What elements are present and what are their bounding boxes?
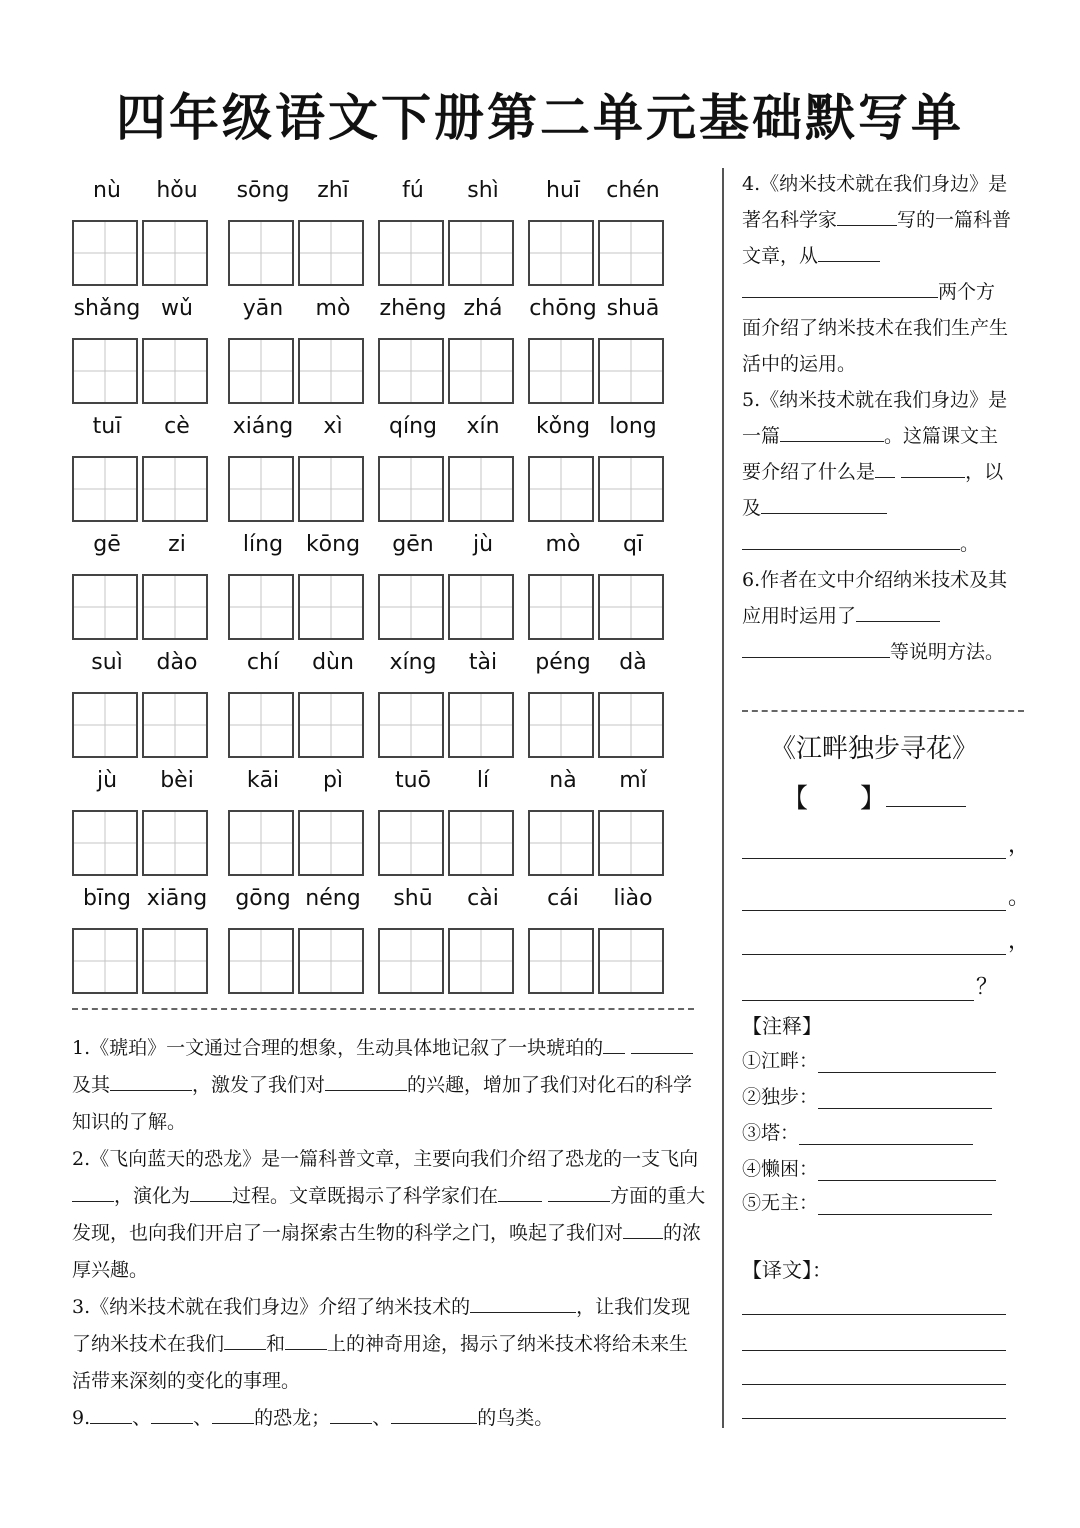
writing-box[interactable] (378, 810, 444, 876)
writing-box[interactable] (448, 574, 514, 640)
note-item (742, 1082, 992, 1110)
poem-title: 《江畔独步寻花》 (769, 734, 978, 764)
writing-box[interactable] (142, 338, 208, 404)
writing-box[interactable] (298, 692, 364, 758)
writing-box[interactable] (598, 220, 664, 286)
answer-blank[interactable] (72, 1179, 114, 1202)
pinyin-row (72, 768, 672, 878)
question-5 (742, 382, 1012, 562)
writing-box[interactable] (378, 456, 444, 522)
poem-punct: ， (1008, 833, 1031, 858)
writing-box[interactable] (142, 692, 208, 758)
translation-header: 【译文】： (742, 1258, 832, 1282)
q6-text-b: 等说明方法。 (890, 641, 1005, 663)
writing-box[interactable] (378, 928, 444, 994)
pinyin-syllable: dà (619, 650, 647, 675)
page-title: 四年级语文下册第二单元基础默写单 (116, 89, 964, 147)
answer-blank[interactable] (470, 1290, 576, 1313)
q1-text-a: 1.《琥珀》一文通过合理的想象，生动具体地记叙了一块琥珀的 (72, 1037, 604, 1059)
pinyin-syllable: kāi (246, 768, 280, 793)
pinyin-syllable: zhēng (379, 296, 447, 321)
pinyin-syllable: xíng (389, 650, 437, 675)
writing-box[interactable] (72, 220, 138, 286)
writing-box[interactable] (72, 456, 138, 522)
q1-text-d: 的兴趣，增加了我们对化石的科学知识的了解。 (72, 1074, 693, 1133)
q5-text-b: 。这篇课文主要介绍了什么是 (742, 425, 999, 483)
writing-box[interactable] (72, 928, 138, 994)
pinyin-row (72, 414, 672, 524)
left-questions (72, 1030, 706, 1437)
pinyin-syllable: xín (466, 414, 500, 439)
pinyin-word (528, 532, 668, 642)
pinyin-word (228, 768, 368, 878)
writing-box[interactable] (72, 810, 138, 876)
writing-box[interactable] (378, 220, 444, 286)
pinyin-word (72, 296, 212, 406)
question-9 (72, 1400, 706, 1437)
note-item (742, 1046, 996, 1074)
question-3 (72, 1289, 706, 1400)
writing-box[interactable] (528, 810, 594, 876)
writing-box[interactable] (598, 574, 664, 640)
pinyin-row (72, 178, 672, 288)
answer-blank[interactable] (856, 599, 940, 622)
writing-box[interactable] (142, 574, 208, 640)
pinyin-syllable: mò (545, 532, 581, 557)
pinyin-syllable: gōng (235, 886, 291, 911)
note-item (742, 1188, 992, 1216)
pinyin-word (528, 768, 668, 878)
pinyin-syllable: cè (164, 414, 190, 439)
pinyin-syllable: chén (606, 178, 660, 203)
q9-text-c: 的鸟类。 (477, 1407, 554, 1429)
pinyin-word (528, 886, 668, 996)
pinyin-row (72, 650, 672, 760)
note-blank[interactable] (799, 1122, 973, 1145)
pinyin-syllable: huī (546, 178, 580, 203)
pinyin-word (378, 768, 518, 878)
pinyin-word (72, 650, 212, 760)
writing-box[interactable] (598, 456, 664, 522)
answer-blank[interactable] (603, 1031, 625, 1054)
writing-box[interactable] (142, 220, 208, 286)
answer-blank[interactable] (325, 1068, 407, 1091)
notes-header: 【注释】 (742, 1014, 822, 1038)
pinyin-word (378, 178, 518, 288)
pinyin-syllable: nà (549, 768, 577, 793)
writing-box[interactable] (378, 692, 444, 758)
answer-blank[interactable] (742, 635, 890, 658)
poem-author-line (782, 778, 966, 815)
writing-box[interactable] (228, 810, 294, 876)
writing-box[interactable] (448, 692, 514, 758)
question-4 (742, 166, 1012, 382)
note-blank[interactable] (818, 1050, 996, 1073)
pinyin-syllable: dào (156, 650, 198, 675)
pinyin-syllable: dùn (312, 650, 354, 675)
author-bracket: 【 】 (782, 784, 887, 814)
writing-box[interactable] (228, 574, 294, 640)
poem-line-3[interactable] (742, 924, 1030, 954)
answer-blank[interactable] (901, 455, 965, 478)
translation-line[interactable] (742, 1314, 1006, 1315)
pinyin-word (528, 178, 668, 288)
answer-blank[interactable] (875, 455, 895, 478)
pinyin-row (72, 296, 672, 406)
writing-box[interactable] (298, 220, 364, 286)
poem-punct: ？ (976, 975, 999, 1000)
pinyin-syllable: xiāng (146, 886, 208, 911)
pinyin-syllable: qíng (389, 414, 437, 439)
pinyin-syllable: cái (547, 886, 579, 911)
note-blank[interactable] (818, 1158, 996, 1181)
answer-blank[interactable] (151, 1401, 193, 1424)
writing-box[interactable] (378, 338, 444, 404)
pinyin-syllable: néng (305, 886, 361, 911)
question-1 (72, 1030, 706, 1141)
pinyin-syllable: long (609, 414, 657, 439)
writing-box[interactable] (598, 338, 664, 404)
question-6 (742, 562, 1012, 670)
note-label: ①江畔： (742, 1050, 819, 1072)
writing-box[interactable] (228, 692, 294, 758)
pinyin-word (228, 532, 368, 642)
q4-text-b: 写的一篇科普文章，从 (742, 209, 1012, 267)
writing-box[interactable] (142, 928, 208, 994)
writing-box[interactable] (142, 456, 208, 522)
pinyin-syllable: chí (246, 650, 280, 675)
pinyin-syllable: tuī (92, 414, 122, 439)
pinyin-syllable: kǒng (535, 414, 591, 439)
pinyin-word (72, 768, 212, 878)
answer-blank[interactable] (190, 1179, 232, 1202)
answer-blank[interactable] (761, 491, 887, 514)
writing-box[interactable] (298, 928, 364, 994)
writing-box[interactable] (72, 338, 138, 404)
pinyin-row (72, 886, 672, 996)
pinyin-word (378, 532, 518, 642)
q4-text-c: 两个方面介绍了纳米技术在我们生产生活中的运用。 (742, 281, 1009, 375)
pinyin-syllable: zi (168, 532, 186, 557)
q6-text-a: 6.作者在文中介绍纳米技术及其应用时运用了 (742, 569, 1008, 627)
q5-text-a: 5.《纳米技术就在我们身边》是一篇 (742, 389, 1008, 447)
writing-box[interactable] (298, 574, 364, 640)
pinyin-word (228, 886, 368, 996)
q9-sep: 、 (132, 1407, 152, 1429)
pinyin-syllable: gē (93, 532, 121, 557)
answer-blank[interactable] (548, 1179, 610, 1202)
answer-blank[interactable] (110, 1068, 192, 1091)
pinyin-syllable: tài (468, 650, 498, 675)
pinyin-syllable: mǐ (619, 768, 647, 793)
pinyin-word (378, 886, 518, 996)
pinyin-word (228, 650, 368, 760)
pinyin-syllable: mò (315, 296, 351, 321)
writing-box[interactable] (298, 810, 364, 876)
pinyin-syllable: jù (472, 532, 494, 557)
answer-blank[interactable] (498, 1179, 542, 1202)
q3-text-c: 和 (266, 1333, 286, 1355)
q9-sep: 、 (193, 1407, 213, 1429)
q2-text-a: 2.《飞向蓝天的恐龙》是一篇科普文章，主要向我们介绍了恐龙的一支飞向 (72, 1148, 699, 1170)
writing-box[interactable] (378, 574, 444, 640)
translation-line[interactable] (742, 1350, 1006, 1351)
q2-text-c: 过程。文章既揭示了科学家们在 (232, 1185, 499, 1207)
answer-blank[interactable] (212, 1401, 254, 1424)
author-blank[interactable] (886, 782, 966, 807)
pinyin-syllable: jù (96, 768, 118, 793)
writing-box[interactable] (228, 456, 294, 522)
answer-blank[interactable] (330, 1401, 372, 1424)
writing-box[interactable] (598, 810, 664, 876)
q3-text-b: ，让我们发现了纳米技术在我们 (72, 1296, 691, 1355)
writing-box[interactable] (528, 338, 594, 404)
writing-box[interactable] (448, 220, 514, 286)
writing-box[interactable] (72, 692, 138, 758)
q1-text-b: 及其 (72, 1074, 111, 1096)
pinyin-word (378, 650, 518, 760)
writing-box[interactable] (598, 928, 664, 994)
q1-text-c: ，激发了我们对 (192, 1074, 326, 1096)
pinyin-word (378, 414, 518, 524)
pinyin-syllable: bèi (160, 768, 194, 793)
pinyin-syllable: gēn (392, 532, 434, 557)
q3-text-a: 3.《纳米技术就在我们身边》介绍了纳米技术的 (72, 1296, 471, 1318)
q9-text-a: 9. (72, 1407, 91, 1429)
q5-text-c: ，以及 (742, 461, 1004, 519)
q2-text-d: 方面的重大发现，也向我们开启了一扇探索古生物的科学之门，唤起了我们对 (72, 1185, 706, 1244)
pinyin-word (72, 178, 212, 288)
note-label: ⑤无主： (742, 1192, 819, 1214)
writing-box[interactable] (142, 810, 208, 876)
writing-box[interactable] (72, 574, 138, 640)
q5-text-d: 。 (960, 533, 980, 555)
translation-line[interactable] (742, 1384, 1006, 1385)
q2-text-b: ，演化为 (114, 1185, 191, 1207)
pinyin-syllable: zhá (463, 296, 503, 321)
answer-blank[interactable] (391, 1401, 477, 1424)
poem-punct: ， (1008, 929, 1031, 954)
poem-line-2[interactable] (742, 880, 1030, 910)
pinyin-syllable: zhī (317, 178, 349, 203)
pinyin-word (378, 296, 518, 406)
writing-box[interactable] (228, 338, 294, 404)
pinyin-syllable: nù (93, 178, 121, 203)
pinyin-syllable: fú (402, 178, 424, 203)
poem-punct: 。 (1008, 885, 1031, 910)
note-item (742, 1154, 996, 1182)
writing-box[interactable] (528, 456, 594, 522)
q3-text-d: 上的神奇用途，揭示了纳米技术将给未来生活带来深刻的变化的事理。 (72, 1333, 689, 1392)
poem-line-1[interactable] (742, 828, 1030, 858)
pinyin-syllable: kōng (305, 532, 361, 557)
answer-blank[interactable] (818, 239, 880, 262)
answer-blank[interactable] (631, 1031, 693, 1054)
answer-blank[interactable] (742, 527, 960, 550)
pinyin-syllable: hǒu (156, 178, 198, 203)
answer-blank[interactable] (224, 1327, 266, 1350)
pinyin-word (528, 650, 668, 760)
right-questions (742, 166, 1012, 670)
q4-text-a: 4.《纳米技术就在我们身边》是著名科学家 (742, 173, 1008, 231)
note-label: ②独步： (742, 1086, 819, 1108)
writing-box[interactable] (448, 810, 514, 876)
pinyin-word (528, 296, 668, 406)
pinyin-syllable: shǎng (73, 296, 141, 321)
answer-blank[interactable] (742, 275, 938, 298)
answer-blank[interactable] (90, 1401, 132, 1424)
writing-box[interactable] (298, 456, 364, 522)
pinyin-syllable: líng (242, 532, 284, 557)
q2-text-e: 的浓厚兴趣。 (72, 1222, 702, 1281)
note-item (742, 1118, 973, 1146)
pinyin-syllable: bīng (83, 886, 131, 911)
pinyin-row (72, 532, 672, 642)
poem-line-4[interactable] (742, 970, 998, 1000)
q9-text-b: 的恐龙； (254, 1407, 331, 1429)
pinyin-syllable: shū (393, 886, 433, 911)
pinyin-syllable: shuā (606, 296, 660, 321)
translation-line[interactable] (742, 1418, 1006, 1419)
pinyin-syllable: qī (622, 532, 644, 557)
pinyin-syllable: chōng (529, 296, 597, 321)
pinyin-word (228, 296, 368, 406)
answer-blank[interactable] (780, 419, 884, 442)
writing-box[interactable] (448, 338, 514, 404)
writing-box[interactable] (528, 692, 594, 758)
pinyin-syllable: xiáng (232, 414, 294, 439)
pinyin-word (72, 886, 212, 996)
writing-box[interactable] (228, 220, 294, 286)
pinyin-syllable: pì (322, 768, 344, 793)
pinyin-word (228, 178, 368, 288)
pinyin-word (228, 414, 368, 524)
writing-box[interactable] (598, 692, 664, 758)
note-blank[interactable] (818, 1192, 992, 1215)
writing-box[interactable] (528, 220, 594, 286)
writing-box[interactable] (448, 456, 514, 522)
pinyin-syllable: sōng (236, 178, 290, 203)
pinyin-syllable: tuō (394, 768, 432, 793)
pinyin-syllable: liào (613, 886, 653, 911)
note-label: ④懒困： (742, 1158, 819, 1180)
pinyin-syllable: lí (476, 768, 490, 793)
pinyin-syllable: péng (535, 650, 591, 675)
column-divider (722, 168, 724, 1428)
writing-box[interactable] (528, 574, 594, 640)
pinyin-syllable: cài (467, 886, 499, 911)
pinyin-syllable: suì (91, 650, 123, 675)
question-2 (72, 1141, 706, 1289)
writing-box[interactable] (448, 928, 514, 994)
pinyin-syllable: wǔ (161, 296, 193, 321)
pinyin-syllable: shì (467, 178, 499, 203)
answer-blank[interactable] (285, 1327, 327, 1350)
pinyin-word (528, 414, 668, 524)
answer-blank[interactable] (837, 203, 897, 226)
pinyin-syllable: xì (323, 414, 343, 439)
writing-box[interactable] (228, 928, 294, 994)
pinyin-syllable: yān (242, 296, 284, 321)
answer-blank[interactable] (623, 1216, 663, 1239)
note-label: ③塔： (742, 1122, 800, 1144)
writing-box[interactable] (298, 338, 364, 404)
note-blank[interactable] (818, 1086, 992, 1109)
q9-sep: 、 (372, 1407, 392, 1429)
right-divider (742, 710, 1024, 712)
section-divider (72, 1008, 694, 1010)
pinyin-word (72, 414, 212, 524)
writing-box[interactable] (528, 928, 594, 994)
pinyin-word (72, 532, 212, 642)
